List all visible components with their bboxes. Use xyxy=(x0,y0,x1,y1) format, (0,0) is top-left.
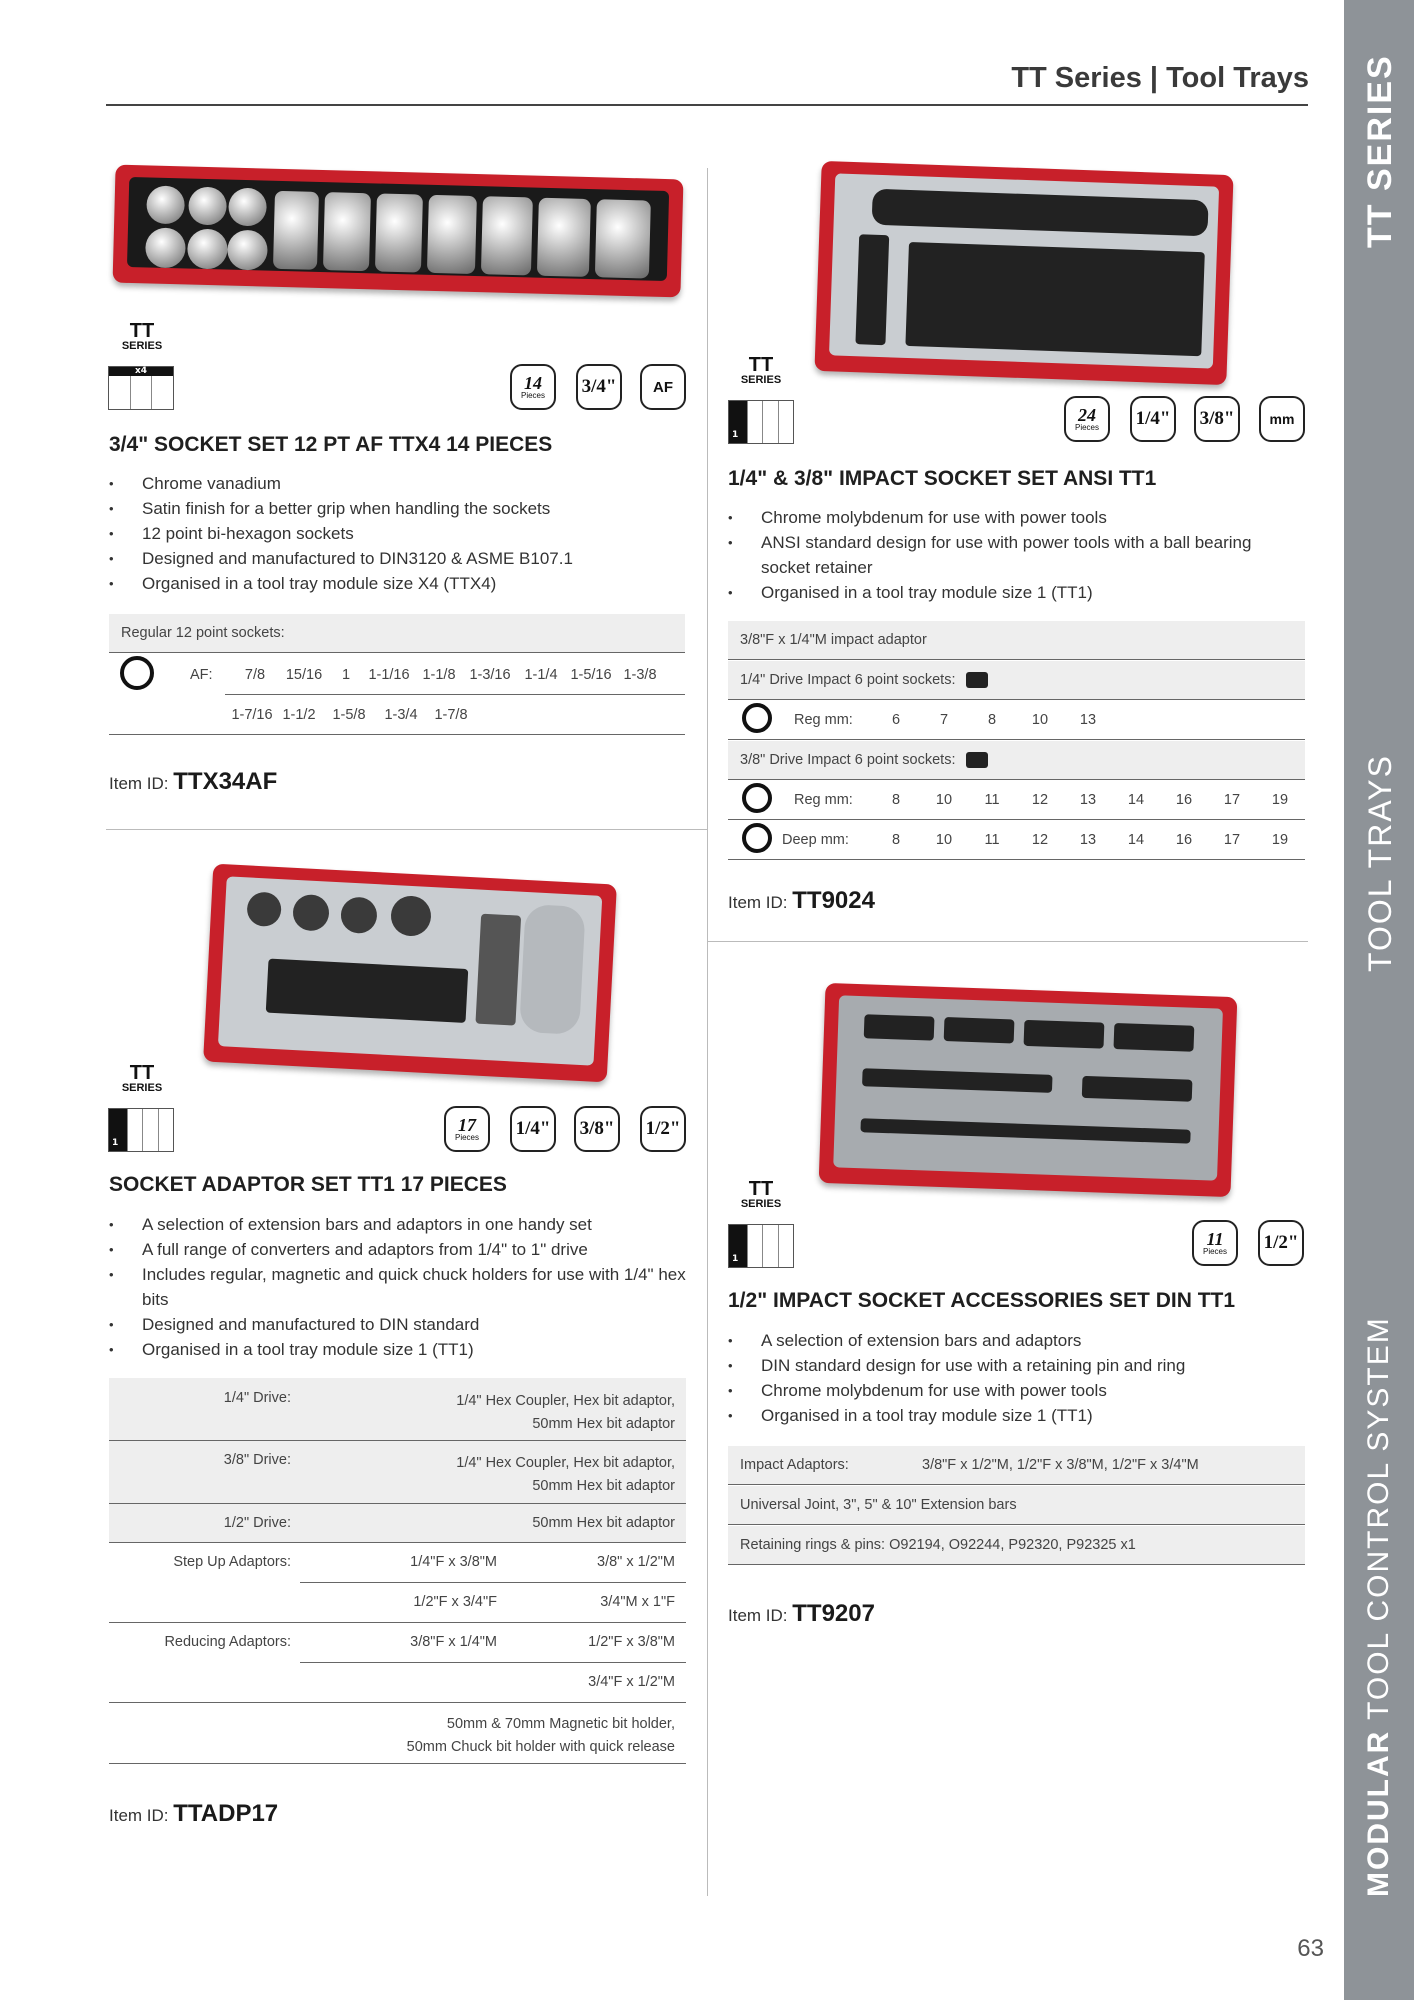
spec-rule xyxy=(728,699,1305,700)
tray-size-grid: 1 xyxy=(728,1224,794,1268)
drive-size-badge: 1/2" xyxy=(640,1106,686,1152)
pieces-badge: 17 Pieces xyxy=(444,1106,490,1152)
spec-row: 3/8"F x 1/4"M impact adaptor xyxy=(728,621,1305,659)
page-title: TT Series | Tool Trays xyxy=(1011,62,1309,94)
feature-list xyxy=(728,505,1300,605)
spec-value: 3/4"F x 1/2"M xyxy=(588,1674,675,1690)
pieces-badge: 14 Pieces xyxy=(510,364,556,410)
spec-header: 1/4" Drive Impact 6 point sockets: xyxy=(728,661,1305,699)
drive-size-badge: 3/8" xyxy=(574,1106,620,1152)
list-item: • Includes regular, magnetic and quick chuck holders for use with 1/4" hex bits xyxy=(109,1262,689,1312)
spec-value: 50mm Hex bit adaptor xyxy=(532,1515,675,1531)
spec-rule xyxy=(728,1524,1305,1525)
spec-rule xyxy=(728,1564,1305,1565)
list-item: • ANSI standard design for use with power tools with a ball bearing socket retainer xyxy=(728,530,1300,580)
drive-size-badge: 1/4" xyxy=(510,1106,556,1152)
spec-row: Retaining rings & pins: O92194, O92244, P92320, P92325 x1 xyxy=(728,1526,1305,1564)
spec-rule xyxy=(728,779,1305,780)
list-item: • A selection of extension bars and adaptors xyxy=(728,1328,1300,1353)
spec-rule xyxy=(728,819,1305,820)
spec-rule xyxy=(109,1542,686,1543)
spec-value: 3/4"M x 1"F xyxy=(600,1594,675,1610)
unit-badge: AF xyxy=(640,364,686,410)
spec-rule xyxy=(728,859,1305,860)
tt-series-logo: TT SERIES xyxy=(121,1062,163,1094)
spec-rule xyxy=(300,1582,686,1583)
drive-size-badge: 1/4" xyxy=(1130,396,1176,442)
item-id: Item ID: TT9207 xyxy=(728,1600,875,1627)
sidebar-modular: MODULAR TOOL CONTROL SYSTEM xyxy=(1362,1316,1395,1897)
product-title: 3/4" SOCKET SET 12 PT AF TTX4 14 PIECES xyxy=(109,433,553,456)
product-image-tt9024 xyxy=(814,161,1233,385)
list-item: • Chrome molybdenum for use with power tools xyxy=(728,505,1300,530)
deep-size-row: Deep mm: 8 10 11 12 13 14 16 17 19 xyxy=(782,832,1289,848)
af-size-row: AF: 7/8 15/16 1 1-1/16 1-1/8 1-3/16 1-1/4 1-5/16 1-3/8 xyxy=(190,667,657,683)
feature-list xyxy=(109,1212,689,1362)
spec-value: 1/2"F x 3/8"M xyxy=(588,1634,675,1650)
tt-series-logo: TT SERIES xyxy=(740,354,782,386)
list-item: • Organised in a tool tray module size 1 (TT1) xyxy=(728,1403,1300,1428)
item-id: Item ID: TTX34AF xyxy=(109,768,278,795)
column-divider xyxy=(707,168,708,1896)
header-rule xyxy=(106,104,1308,106)
spec-value: 1/4"F x 3/8"M xyxy=(410,1554,497,1570)
drive-size-badge: 3/8" xyxy=(1194,396,1240,442)
spec-rule xyxy=(109,1702,686,1703)
spec-value: 1/4" Hex Coupler, Hex bit adaptor, 50mm Hex bit adaptor xyxy=(456,1393,675,1432)
spec-label: Step Up Adaptors: xyxy=(173,1554,291,1570)
spec-header: 3/8" Drive Impact 6 point sockets: xyxy=(728,741,1305,779)
spec-rule xyxy=(225,694,685,695)
unit-badge: mm xyxy=(1259,396,1305,442)
spec-value: 1/4" Hex Coupler, Hex bit adaptor, 50mm Hex bit adaptor xyxy=(456,1455,675,1494)
pieces-badge: 24 Pieces xyxy=(1064,396,1110,442)
spec-rule xyxy=(728,739,1305,740)
sidebar-tt-series: TT SERIES xyxy=(1361,54,1399,248)
tray-size-grid: 1 xyxy=(108,1108,174,1152)
list-item: • A full range of converters and adaptors from 1/4" to 1" drive xyxy=(109,1237,689,1262)
spec-value: 3/8" x 1/2"M xyxy=(597,1554,675,1570)
12-point-socket-icon xyxy=(120,656,154,694)
list-item: • Chrome vanadium xyxy=(109,471,689,496)
drive-size-badge: 3/4" xyxy=(576,364,622,410)
reg-size-row: Reg mm: 8 10 11 12 13 14 16 17 19 xyxy=(794,792,1289,808)
feature-list xyxy=(109,471,689,596)
product-title: 1/4" & 3/8" IMPACT SOCKET SET ANSI TT1 xyxy=(728,467,1157,490)
list-item: • Designed and manufactured to DIN standard xyxy=(109,1312,689,1337)
spec-rule xyxy=(109,652,685,653)
sidebar-tool-trays: TOOL TRAYS xyxy=(1362,754,1398,972)
sidebar xyxy=(1344,0,1414,2000)
list-item: • Organised in a tool tray module size 1 (TT1) xyxy=(728,580,1300,605)
spec-rule xyxy=(728,659,1305,660)
6-point-socket-icon xyxy=(742,783,772,817)
reg-size-row: Reg mm: 6 7 8 10 13 xyxy=(794,712,1097,728)
list-item: • DIN standard design for use with a retaining pin and ring xyxy=(728,1353,1300,1378)
item-id: Item ID: TT9024 xyxy=(728,887,875,914)
6-point-socket-icon xyxy=(742,703,772,737)
spec-rule xyxy=(109,1622,686,1623)
right-section-divider xyxy=(708,941,1308,942)
spec-value: 3/8"F x 1/4"M xyxy=(410,1634,497,1650)
product-image-tt9207 xyxy=(819,983,1238,1197)
list-item: • Designed and manufactured to DIN3120 & ASME B107.1 xyxy=(109,546,689,571)
spec-rule xyxy=(109,734,685,735)
tray-size-grid: 1 xyxy=(728,400,794,444)
product-title: SOCKET ADAPTOR SET TT1 17 PIECES xyxy=(109,1173,507,1196)
tray-size-grid: x4 xyxy=(108,366,174,410)
impact-wrench-icon xyxy=(966,672,988,688)
spec-value: 50mm & 70mm Magnetic bit holder, 50mm Chuck bit holder with quick release xyxy=(406,1716,675,1755)
product-image-ttadp17 xyxy=(203,864,617,1083)
tt-series-logo: TT SERIES xyxy=(740,1178,782,1210)
product-image-ttx34af xyxy=(113,165,684,298)
list-item: • Chrome molybdenum for use with power tools xyxy=(728,1378,1300,1403)
left-section-divider xyxy=(106,829,707,830)
spec-rule xyxy=(300,1662,686,1663)
list-item: • Satin finish for a better grip when handling the sockets xyxy=(109,496,689,521)
drive-size-badge: 1/2" xyxy=(1258,1220,1304,1266)
product-title: 1/2" IMPACT SOCKET ACCESSORIES SET DIN TT1 xyxy=(728,1289,1236,1312)
item-id: Item ID: TTADP17 xyxy=(109,1800,279,1827)
spec-rule xyxy=(109,1763,686,1764)
spec-row: Universal Joint, 3", 5" & 10" Extension bars xyxy=(728,1486,1305,1524)
spec-label: 3/8" Drive: xyxy=(223,1452,291,1468)
feature-list xyxy=(728,1328,1300,1428)
spec-label: 1/4" Drive: xyxy=(223,1390,291,1406)
6-point-socket-icon xyxy=(742,823,772,857)
spec-value: 1/2"F x 3/4"F xyxy=(413,1594,497,1610)
list-item: • Organised in a tool tray module size 1 (TT1) xyxy=(109,1337,689,1362)
spec-header: Regular 12 point sockets: xyxy=(109,614,685,652)
spec-row: Impact Adaptors: 3/8"F x 1/2"M, 1/2"F x 3/8"M, 1/2"F x 3/4"M xyxy=(728,1446,1305,1484)
spec-label: 1/2" Drive: xyxy=(223,1515,291,1531)
list-item: • A selection of extension bars and adaptors in one handy set xyxy=(109,1212,689,1237)
list-item: • Organised in a tool tray module size X4 (TTX4) xyxy=(109,571,689,596)
list-item: • 12 point bi-hexagon sockets xyxy=(109,521,689,546)
af-size-row-2: 1-7/16 1-1/2 1-5/8 1-3/4 1-7/8 xyxy=(231,707,468,723)
impact-wrench-icon xyxy=(966,752,988,768)
pieces-badge: 11 Pieces xyxy=(1192,1220,1238,1266)
spec-rule xyxy=(728,1484,1305,1485)
tt-series-logo: TT SERIES xyxy=(121,320,163,352)
spec-label: Reducing Adaptors: xyxy=(164,1634,291,1650)
page-number: 63 xyxy=(1297,1935,1324,1962)
